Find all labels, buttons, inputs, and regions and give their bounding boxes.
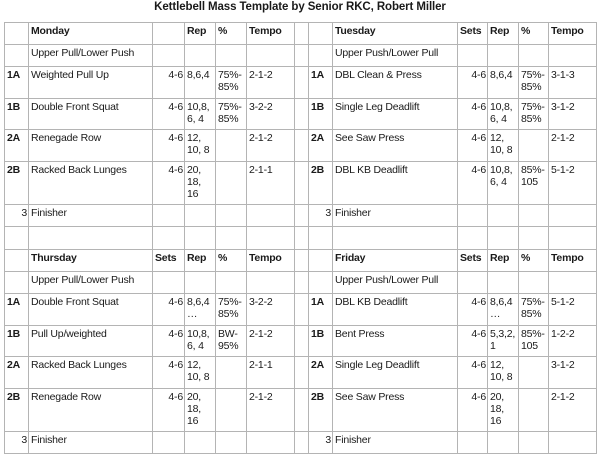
empty-cell: [295, 227, 309, 250]
label-cell: [5, 23, 29, 45]
finisher-number: 3: [5, 205, 29, 227]
sets-cell: [153, 45, 185, 67]
exercise-tempo: 5-1-2: [549, 162, 597, 205]
exercise-label: 2A: [309, 357, 333, 389]
exercise-sets: 4-6: [458, 294, 488, 326]
exercise-rep: 12, 10, 8: [185, 357, 216, 389]
empty-cell: [549, 227, 597, 250]
exercise-pct: 75%-85%: [519, 294, 549, 326]
day-heading: Tuesday: [333, 23, 458, 45]
exercise-sets: 4-6: [458, 357, 488, 389]
empty-cell: [5, 227, 29, 250]
exercise-tempo: 3-2-2: [247, 294, 295, 326]
empty-cell: [247, 227, 295, 250]
exercise-sets: 4-6: [153, 67, 185, 99]
gap-cell: [295, 45, 309, 67]
finisher-label: Finisher: [29, 205, 153, 227]
exercise-sets: 4-6: [458, 99, 488, 130]
rep-cell: [185, 272, 216, 294]
exercise-pct: 85%-105: [519, 326, 549, 357]
gap-cell: [295, 99, 309, 130]
exercise-name: Double Front Squat: [29, 99, 153, 130]
exercise-sets: 4-6: [458, 67, 488, 99]
rep-cell: [488, 45, 519, 67]
finisher-number: 3: [309, 205, 333, 227]
finisher-row: [5, 432, 597, 454]
empty-cell: [185, 227, 216, 250]
sets-header: [153, 23, 185, 45]
exercise-label: 1A: [5, 294, 29, 326]
exercise-pct: 75%-85%: [216, 67, 247, 99]
exercise-rep: 8,6,4 …: [488, 294, 519, 326]
workout-table: [4, 22, 597, 454]
rep-cell: [185, 45, 216, 67]
exercise-rep: 5,3,2,1: [488, 326, 519, 357]
sets-cell: [153, 272, 185, 294]
exercise-pct: [216, 357, 247, 389]
exercise-pct: 85%-105: [519, 162, 549, 205]
exercise-pct: 75%-85%: [216, 99, 247, 130]
exercise-name: Renegade Row: [29, 389, 153, 432]
pct-header: %: [519, 250, 549, 272]
exercise-tempo: 3-1-2: [549, 99, 597, 130]
sets-cell: [458, 272, 488, 294]
exercise-pct: [519, 389, 549, 432]
pct-cell: [519, 432, 549, 454]
sets-cell: [153, 432, 185, 454]
day-heading: Thursday: [29, 250, 153, 272]
gap-cell: [295, 205, 309, 227]
exercise-name: See Saw Press: [333, 130, 458, 162]
exercise-name: DBL KB Deadlift: [333, 162, 458, 205]
rep-header: Rep: [488, 250, 519, 272]
exercise-tempo: 5-1-2: [549, 294, 597, 326]
gap-cell: [295, 432, 309, 454]
exercise-name: DBL KB Deadlift: [333, 294, 458, 326]
empty-cell: [29, 227, 153, 250]
exercise-sets: 4-6: [153, 162, 185, 205]
gap-cell: [295, 294, 309, 326]
table-row: [5, 357, 597, 389]
pct-header: %: [519, 23, 549, 45]
exercise-name: See Saw Press: [333, 389, 458, 432]
exercise-tempo: 3-1-2: [549, 357, 597, 389]
exercise-rep: 20, 18, 16: [185, 389, 216, 432]
empty-cell: [309, 227, 333, 250]
exercise-tempo: 3-1-3: [549, 67, 597, 99]
rep-header: Rep: [185, 250, 216, 272]
empty-cell: [153, 227, 185, 250]
table-row: [5, 389, 597, 432]
empty-cell: [333, 227, 458, 250]
exercise-sets: 4-6: [153, 99, 185, 130]
exercise-name: Single Leg Deadlift: [333, 357, 458, 389]
exercise-label: 1A: [309, 67, 333, 99]
exercise-rep: 10,8,6, 4: [488, 162, 519, 205]
tempo-cell: [247, 45, 295, 67]
exercise-label: 1A: [5, 67, 29, 99]
exercise-rep: 10,8,6, 4: [185, 99, 216, 130]
label-cell: [5, 45, 29, 67]
exercise-rep: 8,6,4: [185, 67, 216, 99]
exercise-name: Racked Back Lunges: [29, 162, 153, 205]
rep-header: Rep: [185, 23, 216, 45]
table-row: [5, 45, 597, 67]
exercise-name: Double Front Squat: [29, 294, 153, 326]
tempo-cell: [247, 432, 295, 454]
finisher-number: 3: [5, 432, 29, 454]
table-row: [5, 67, 597, 99]
exercise-label: 1B: [5, 99, 29, 130]
rep-cell: [185, 205, 216, 227]
pct-cell: [519, 45, 549, 67]
gap-cell: [295, 67, 309, 99]
header-row: [5, 250, 597, 272]
rep-cell: [488, 205, 519, 227]
table-row: [5, 99, 597, 130]
focus-label: Upper Pull/Lower Push: [29, 45, 153, 67]
sets-cell: [153, 205, 185, 227]
focus-label: Upper Push/Lower Pull: [333, 45, 458, 67]
pct-header: %: [216, 250, 247, 272]
spacer-row: [5, 227, 597, 250]
exercise-sets: 4-6: [153, 389, 185, 432]
rep-cell: [488, 272, 519, 294]
exercise-rep: 20, 18, 16: [185, 162, 216, 205]
exercise-name: Bent Press: [333, 326, 458, 357]
gap-cell: [295, 23, 309, 45]
gap-cell: [295, 357, 309, 389]
finisher-label: Finisher: [333, 432, 458, 454]
tempo-header: Tempo: [247, 23, 295, 45]
finisher-number: 3: [309, 432, 333, 454]
exercise-pct: 75%-85%: [216, 294, 247, 326]
tempo-cell: [549, 45, 597, 67]
exercise-tempo: 1-2-2: [549, 326, 597, 357]
label-cell: [5, 250, 29, 272]
exercise-label: 1B: [309, 326, 333, 357]
exercise-sets: 4-6: [458, 326, 488, 357]
exercise-pct: [216, 130, 247, 162]
pct-cell: [519, 205, 549, 227]
pct-cell: [216, 45, 247, 67]
tempo-cell: [549, 272, 597, 294]
exercise-tempo: 2-1-2: [247, 326, 295, 357]
table-row: [5, 294, 597, 326]
label-cell: [309, 45, 333, 67]
tempo-header: Tempo: [247, 250, 295, 272]
empty-cell: [488, 227, 519, 250]
finisher-label: Finisher: [333, 205, 458, 227]
gap-cell: [295, 326, 309, 357]
exercise-sets: 4-6: [458, 130, 488, 162]
sets-cell: [458, 45, 488, 67]
exercise-rep: 10,8,6, 4: [488, 99, 519, 130]
label-cell: [309, 272, 333, 294]
exercise-tempo: 2-1-2: [549, 130, 597, 162]
exercise-sets: 4-6: [153, 130, 185, 162]
exercise-sets: 4-6: [153, 294, 185, 326]
tempo-cell: [247, 272, 295, 294]
sets-header: Sets: [458, 250, 488, 272]
exercise-tempo: 2-1-2: [247, 130, 295, 162]
exercise-tempo: 2-1-1: [247, 162, 295, 205]
exercise-rep: 8,6,4: [488, 67, 519, 99]
day-heading: Friday: [333, 250, 458, 272]
exercise-name: Racked Back Lunges: [29, 357, 153, 389]
finisher-label: Finisher: [29, 432, 153, 454]
empty-cell: [458, 227, 488, 250]
exercise-tempo: 3-2-2: [247, 99, 295, 130]
exercise-name: DBL Clean & Press: [333, 67, 458, 99]
rep-cell: [185, 432, 216, 454]
rep-cell: [488, 432, 519, 454]
exercise-rep: 12, 10, 8: [488, 357, 519, 389]
focus-label: Upper Push/Lower Pull: [333, 272, 458, 294]
exercise-pct: BW-95%: [216, 326, 247, 357]
tempo-header: Tempo: [549, 250, 597, 272]
tempo-cell: [247, 205, 295, 227]
table-row: [5, 326, 597, 357]
header-row: [5, 23, 597, 45]
label-cell: [309, 23, 333, 45]
gap-cell: [295, 130, 309, 162]
empty-cell: [216, 227, 247, 250]
sets-header: Sets: [153, 250, 185, 272]
exercise-tempo: 2-1-2: [549, 389, 597, 432]
exercise-label: 2B: [5, 162, 29, 205]
exercise-label: 1B: [5, 326, 29, 357]
day-heading: Monday: [29, 23, 153, 45]
pct-cell: [519, 272, 549, 294]
sets-cell: [458, 432, 488, 454]
exercise-name: Weighted Pull Up: [29, 67, 153, 99]
exercise-rep: 20, 18, 16: [488, 389, 519, 432]
table-row: [5, 162, 597, 205]
finisher-row: [5, 205, 597, 227]
tempo-cell: [549, 432, 597, 454]
sets-header: Sets: [458, 23, 488, 45]
gap-cell: [295, 389, 309, 432]
exercise-name: Renegade Row: [29, 130, 153, 162]
exercise-label: 2A: [5, 130, 29, 162]
exercise-pct: [216, 162, 247, 205]
exercise-pct: 75%-85%: [519, 67, 549, 99]
exercise-tempo: 2-1-2: [247, 67, 295, 99]
exercise-tempo: 2-1-2: [247, 389, 295, 432]
exercise-label: 2A: [309, 130, 333, 162]
gap-cell: [295, 250, 309, 272]
exercise-sets: 4-6: [458, 162, 488, 205]
label-cell: [309, 250, 333, 272]
exercise-name: Pull Up/weighted: [29, 326, 153, 357]
tempo-header: Tempo: [549, 23, 597, 45]
exercise-sets: 4-6: [153, 326, 185, 357]
exercise-rep: 10,8,6, 4: [185, 326, 216, 357]
exercise-pct: [519, 357, 549, 389]
empty-cell: [519, 227, 549, 250]
pct-cell: [216, 272, 247, 294]
exercise-label: 2A: [5, 357, 29, 389]
label-cell: [5, 272, 29, 294]
focus-label: Upper Pull/Lower Push: [29, 272, 153, 294]
gap-cell: [295, 272, 309, 294]
table-row: [5, 272, 597, 294]
exercise-label: 2B: [5, 389, 29, 432]
exercise-pct: 75%-85%: [519, 99, 549, 130]
document-title: Kettlebell Mass Template by Senior RKC, Robert Miller: [154, 1, 446, 13]
pct-cell: [216, 432, 247, 454]
exercise-pct: [519, 130, 549, 162]
tempo-cell: [549, 205, 597, 227]
exercise-label: 1A: [309, 294, 333, 326]
exercise-label: 1B: [309, 99, 333, 130]
exercise-sets: 4-6: [153, 357, 185, 389]
exercise-rep: 12, 10, 8: [185, 130, 216, 162]
exercise-rep: 8,6,4…: [185, 294, 216, 326]
exercise-name: Single Leg Deadlift: [333, 99, 458, 130]
sets-cell: [458, 205, 488, 227]
exercise-pct: [216, 389, 247, 432]
table-row: [5, 130, 597, 162]
exercise-label: 2B: [309, 389, 333, 432]
exercise-rep: 12, 10, 8: [488, 130, 519, 162]
rep-header: Rep: [488, 23, 519, 45]
pct-cell: [216, 205, 247, 227]
gap-cell: [295, 162, 309, 205]
pct-header: %: [216, 23, 247, 45]
exercise-tempo: 2-1-1: [247, 357, 295, 389]
exercise-sets: 4-6: [458, 389, 488, 432]
exercise-label: 2B: [309, 162, 333, 205]
